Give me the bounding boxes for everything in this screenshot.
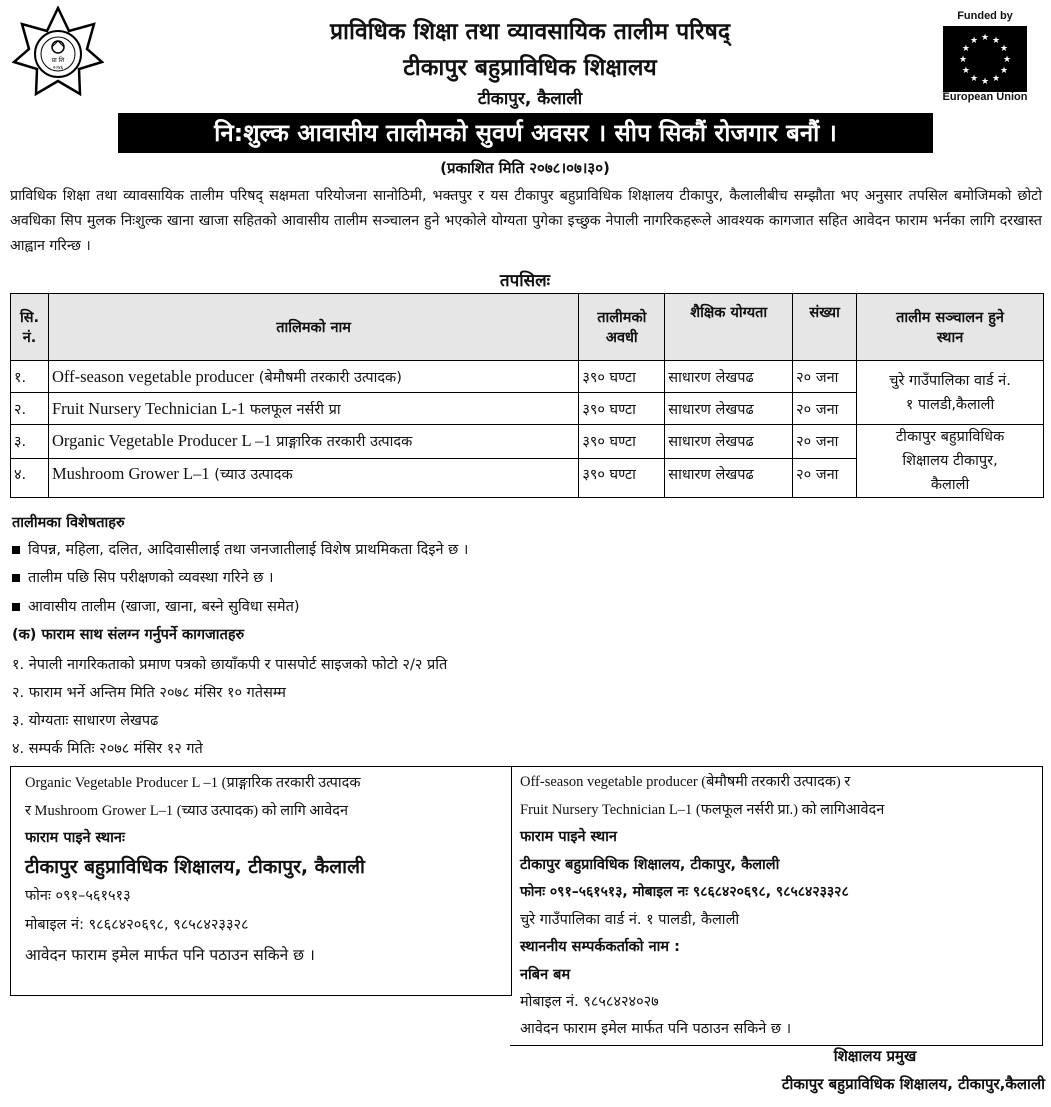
header-count: संख्या bbox=[793, 294, 857, 361]
right-form-place: फाराम पाइने स्थान bbox=[520, 829, 617, 845]
document-item: १. नेपाली नागरिकताको प्रमाण पत्रको छायाँकपी र पासपोर्ट साइजको फोटो २/२ प्रति bbox=[12, 657, 448, 673]
eu-flag-icon bbox=[943, 26, 1027, 92]
right-contact-mobile: मोबाइल नं. ९८५८४२४०२७ bbox=[520, 994, 659, 1010]
eu-star-icon: ★ bbox=[980, 33, 990, 43]
row-qualification: साधारण लेखपढ bbox=[665, 425, 793, 459]
document-item: २. फाराम भर्ने अन्तिम मिति २०७८ मंसिर १० गतेसम्म bbox=[12, 685, 286, 701]
venue-chure: चुरे गाउँपालिका वार्ड नं. १ पालडी,कैलाली bbox=[857, 361, 1044, 425]
header-name: तालिमको नाम bbox=[48, 294, 578, 361]
eu-star-icon: ★ bbox=[1000, 66, 1009, 76]
row-sn: ४. bbox=[11, 458, 49, 497]
feature-item: विपन्न, महिला, दलित, आदिवासीलाई तथा जनजातीलाई विशेष प्राथमिकता दिइने छ । bbox=[12, 537, 468, 563]
features-heading: तालीमका विशेषताहरु bbox=[12, 515, 125, 531]
row-name: Fruit Nursery Technician L-1 फलफूल नर्सरी प्रा bbox=[48, 393, 578, 425]
right-box-line1: Off-season vegetable producer (बेमौषमी तरकारी उत्पादक) र bbox=[520, 774, 851, 790]
row-count: २० जना bbox=[793, 458, 857, 497]
eu-star-icon: ★ bbox=[1000, 44, 1009, 54]
eu-star-icon: ★ bbox=[958, 55, 968, 65]
feature-item: आवासीय तालीम (खाजा, खाना, बस्ने सुविधा समेत) bbox=[12, 594, 300, 620]
bullet-icon bbox=[12, 546, 20, 554]
eu-star-icon: ★ bbox=[980, 77, 990, 87]
header-sn: सि. नं. bbox=[11, 294, 49, 361]
right-address: चुरे गाउँपालिका वार्ड नं. १ पालडी, कैलाली bbox=[520, 912, 740, 928]
application-box-left bbox=[10, 766, 512, 996]
signature-org: टीकापुर बहुप्राविधिक शिक्षालय, टीकापुर,कैलाली bbox=[781, 1075, 1045, 1093]
headline-banner: नि:शुल्क आवासीय तालीमको सुवर्ण अवसर । सीप सिकौं रोजगार बनौं । bbox=[118, 113, 933, 153]
right-contact-name: नबिन बम bbox=[520, 967, 571, 983]
header-qualification: शैक्षिक योग्यता bbox=[665, 294, 793, 361]
right-box-line2: Fruit Nursery Technician L–1 (फलफूल नर्सरी प्रा.) को लागिआवेदन bbox=[520, 802, 885, 818]
document-item: ४. सम्पर्क मितिः २०७८ मंसिर १२ गते bbox=[12, 741, 203, 757]
table-row bbox=[11, 425, 1044, 459]
row-count: २० जना bbox=[793, 425, 857, 459]
left-college: टीकापुर बहुप्राविधिक शिक्षालय, टीकापुर, कैलाली bbox=[25, 856, 365, 878]
eu-star-icon: ★ bbox=[969, 35, 979, 46]
training-table bbox=[10, 293, 1044, 498]
eu-star-icon: ★ bbox=[961, 66, 970, 76]
logo-text-2: २०४६ bbox=[52, 65, 64, 71]
eu-name-label: European Union bbox=[942, 91, 1028, 103]
table-header-row bbox=[11, 294, 1044, 361]
council-title: प्राविधिक शिक्षा तथा व्यावसायिक तालीम परिषद् bbox=[329, 19, 731, 45]
row-duration: ३९० घण्टा bbox=[579, 458, 665, 497]
left-form-place: फाराम पाइने स्थानः bbox=[25, 830, 125, 846]
venue-tikapur: टीकापुर बहुप्राविधिक शिक्षालय टीकापुर, कैलाली bbox=[857, 425, 1044, 498]
eu-logo bbox=[930, 10, 1040, 105]
left-email-note: आवेदन फाराम इमेल मार्फत पनि पठाउन सकिने छ । bbox=[25, 946, 315, 964]
right-email-note: आवेदन फाराम इमेल मार्फत पनि पठाउन सकिने छ । bbox=[520, 1021, 792, 1037]
logo-text-1: प्रा शि bbox=[51, 57, 65, 64]
left-mobile: मोबाइल नं: ९८६८४२०६९८, ९८५८४२३३२८ bbox=[25, 917, 249, 933]
row-duration: ३९० घण्टा bbox=[579, 393, 665, 425]
left-box-line1: Organic Vegetable Producer L –1 (प्राङ्गारिक तरकारी उत्पादक bbox=[25, 775, 361, 791]
row-sn: ३. bbox=[11, 425, 49, 459]
row-qualification: साधारण लेखपढ bbox=[665, 393, 793, 425]
header-duration: तालीमको अवधी bbox=[579, 294, 665, 361]
eu-star-icon: ★ bbox=[991, 35, 1001, 46]
nepal-government-logo bbox=[12, 6, 104, 98]
bullet-icon bbox=[12, 574, 20, 582]
schedule-heading: तपसिलः bbox=[499, 271, 551, 291]
eu-star-icon: ★ bbox=[961, 44, 970, 54]
left-box-line2: र Mushroom Grower L–1 (च्याउ उत्पादक) को लागि आवेदन bbox=[25, 803, 349, 819]
published-date: (प्रकाशित मिति २०७८।०७।३०) bbox=[440, 159, 610, 177]
row-count: २० जना bbox=[793, 393, 857, 425]
row-sn: १. bbox=[11, 361, 49, 393]
intro-paragraph: प्राविधिक शिक्षा तथा व्यावसायिक तालीम परिषद् सक्षमता परियोजना सानोठिमी, भक्तपुर र यस टीकापुर बहुप्राविधिक शिक्षालय टीकापुर, कैलालीबीच सम्झौता भए अनुसार तपसिल बमोजिमको छोटो अवधिका सिप मुलक निःशुल्क खाना खाजा सहितको आवासीय तालीम सञ्चालन हुने भएकोले योग्यता पुगेका इच्छुक नेपाली नागरिकहरूले आवश्यक कागजात सहित आवेदन फाराम भर्नका लागि दरखास्त आह्वान गरिन्छ । bbox=[10, 188, 1042, 254]
feature-item: तालीम पछि सिप परीक्षणको व्यवस्था गरिने छ । bbox=[12, 565, 274, 591]
college-location: टीकापुर, कैलाली bbox=[477, 89, 583, 109]
application-box-right bbox=[510, 766, 1043, 1046]
eu-star-icon: ★ bbox=[991, 74, 1001, 85]
document-item: ३. योग्यताः साधारण लेखपढ bbox=[12, 713, 159, 729]
header-venue: तालीम सञ्चालन हुने स्थान bbox=[857, 294, 1044, 361]
bullet-icon bbox=[12, 603, 20, 611]
documents-heading: (क) फाराम साथ संलग्न गर्नुपर्ने कागजातहरु bbox=[12, 627, 245, 643]
college-title: टीकापुर बहुप्राविधिक शिक्षालय bbox=[403, 55, 657, 81]
row-name: Off-season vegetable producer (बेमौषमी तरकारी उत्पादक) bbox=[48, 361, 578, 393]
eu-funded-label: Funded by bbox=[957, 10, 1013, 22]
signature-title: शिक्षालय प्रमुख bbox=[833, 1047, 917, 1065]
left-phone: फोनः ०९१–५६१५१३ bbox=[25, 888, 131, 904]
right-contact-heading: स्थाननीय सम्पर्ककर्ताको नाम : bbox=[520, 939, 680, 955]
row-duration: ३९० घण्टा bbox=[579, 425, 665, 459]
row-count: २० जना bbox=[793, 361, 857, 393]
right-phone-mobile: फोनः ०९१–५६१५१३, मोबाइल नः ९८६८४२०६९८, ९८५८४२३३२८ bbox=[520, 884, 849, 900]
row-name: Mushroom Grower L–1 (च्याउ उत्पादक bbox=[48, 458, 578, 497]
row-duration: ३९० घण्टा bbox=[579, 361, 665, 393]
eu-star-icon: ★ bbox=[969, 74, 979, 85]
row-qualification: साधारण लेखपढ bbox=[665, 361, 793, 393]
eu-star-icon: ★ bbox=[1002, 55, 1012, 65]
right-college: टीकापुर बहुप्राविधिक शिक्षालय, टीकापुर, कैलाली bbox=[520, 857, 780, 873]
row-qualification: साधारण लेखपढ bbox=[665, 458, 793, 497]
row-sn: २. bbox=[11, 393, 49, 425]
table-row bbox=[11, 361, 1044, 393]
row-name: Organic Vegetable Producer L –1 प्राङ्गारिक तरकारी उत्पादक bbox=[48, 425, 578, 459]
